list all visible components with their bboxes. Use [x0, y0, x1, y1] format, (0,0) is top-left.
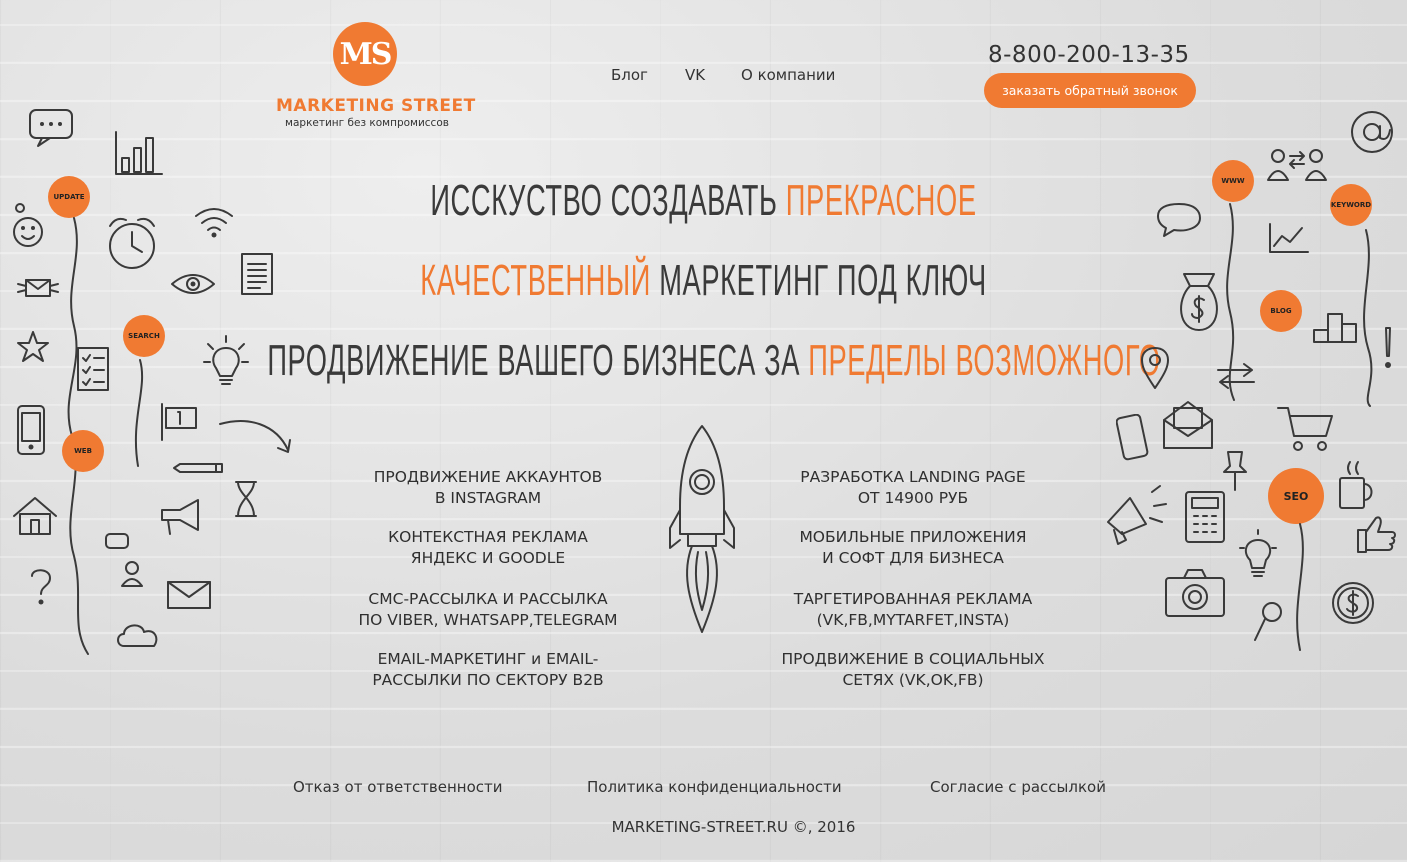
headline-text: ПРОДВИЖЕНИЕ ВАШЕГО БИЗНЕСА ЗА: [267, 336, 809, 385]
checklist-icon: [76, 346, 110, 392]
chat-bubble-icon: [28, 108, 76, 148]
line-chart-icon: [1266, 222, 1310, 256]
pencil-icon: [172, 460, 224, 476]
search-bulb-icon: [123, 315, 165, 357]
dollar-coin-icon: [1330, 580, 1376, 626]
logo-name[interactable]: MARKETING STREET: [276, 96, 476, 116]
bulb-label: UPDATE: [53, 193, 85, 201]
headline-line-3: [267, 336, 1161, 386]
headline-text: ИССКУСТВО СОЗДАВАТЬ: [430, 176, 786, 225]
phone-number[interactable]: 8-800-200-13-35: [988, 42, 1190, 68]
thumbs-up-icon: [1356, 514, 1398, 554]
bulb-label: BLOG: [1270, 307, 1292, 315]
eye-icon: [170, 270, 216, 298]
service-item-targeted-ads[interactable]: [763, 589, 1063, 631]
document-icon: [240, 252, 276, 298]
arrow-icon: [218, 418, 294, 458]
bulb-label: KEYWORD: [1330, 201, 1372, 209]
headline-text: МАРКЕТИНГ ПОД КЛЮЧ: [650, 256, 987, 305]
money-bag-icon: [1176, 270, 1222, 334]
nav-link-blog[interactable]: Блог: [611, 66, 648, 84]
service-subtitle: В INSTAGRAM: [434, 489, 542, 507]
service-title: EMAIL-МАРКЕТИНГ и EMAIL-: [377, 650, 599, 668]
phone-icon: [16, 404, 46, 456]
bulb-label: WEB: [74, 447, 92, 455]
service-subtitle: ЯНДЕКС И GOODLE: [410, 549, 566, 567]
keyword-bulb-icon: [1330, 184, 1372, 226]
www-bulb-icon: [1212, 160, 1254, 202]
loudspeaker-icon: [1100, 478, 1172, 550]
service-title: ТАРГЕТИРОВАННАЯ РЕКЛАМА: [793, 590, 1033, 608]
update-bulb-icon: [48, 176, 90, 218]
bulb-label: WWW: [1221, 177, 1245, 185]
service-item-mobile-apps[interactable]: [763, 527, 1063, 569]
idea-bulb-icon: [1236, 528, 1280, 582]
headline-accent: ПРЕКРАСНОЕ: [785, 176, 977, 225]
service-title: ПРОДВИЖЕНИЕ АККАУНТОВ: [373, 468, 603, 486]
nav-link-vk[interactable]: VK: [685, 66, 706, 84]
swap-arrows-icon: [1214, 360, 1258, 390]
headline-accent: ПРЕДЕЛЫ ВОЗМОЖНОГО: [808, 336, 1161, 385]
question-mark-icon: [28, 566, 54, 606]
footer-link-consent[interactable]: Согласие с рассылкой: [930, 778, 1106, 796]
envelope-icon: [166, 580, 212, 610]
users-exchange-icon: [1266, 146, 1328, 182]
vine-icon: [1286, 522, 1316, 652]
service-subtitle: (VK,FB,MYTARFET,INSTA): [816, 611, 1010, 629]
callback-button[interactable]: заказать обратный звонок: [984, 73, 1196, 108]
service-title: РАЗРАБОТКА LANDING PAGE: [800, 468, 1026, 486]
star-icon: [16, 330, 50, 364]
megaphone-icon: [156, 496, 204, 536]
service-subtitle: ПО VIBER, WHATSAPP,TELEGRAM: [358, 611, 618, 629]
camera-icon: [1164, 568, 1226, 618]
service-item-sms[interactable]: [338, 589, 638, 631]
service-subtitle: РАССЫЛКИ ПО СЕКТОРУ B2B: [372, 671, 604, 689]
service-item-social[interactable]: [763, 649, 1063, 691]
service-title: КОНТЕКСТНАЯ РЕКЛАМА: [388, 528, 588, 546]
logo-mark[interactable]: MS: [333, 22, 397, 86]
smiley-icon: [10, 202, 52, 250]
service-item-landing[interactable]: [763, 467, 1063, 509]
flag-icon: [156, 402, 202, 442]
blog-bulb-icon: [1260, 290, 1302, 332]
smartphone-icon: [1116, 414, 1150, 462]
service-item-context-ads[interactable]: [338, 527, 638, 569]
footer-link-disclaimer[interactable]: Отказ от ответственности: [293, 778, 503, 796]
speech-bubble-icon: [1156, 202, 1202, 238]
mail-wings-icon: [16, 276, 60, 302]
headline-line-2: [267, 256, 1139, 306]
logo-tagline: маркетинг без компромиссов: [285, 117, 449, 129]
podium-icon: [1310, 310, 1360, 344]
headline-line-1: [267, 176, 1139, 226]
service-title: МОБИЛЬНЫЕ ПРИЛОЖЕНИЯ: [799, 528, 1027, 546]
bulb-label: SEO: [1283, 489, 1309, 503]
alarm-clock-icon: [104, 212, 162, 274]
service-item-email[interactable]: [338, 649, 638, 691]
magnifier-icon: [1252, 600, 1284, 644]
cloud-icon: [114, 622, 162, 650]
service-subtitle: СЕТЯХ (VK,OK,FB): [842, 671, 984, 689]
seo-bulb-icon: [1268, 468, 1324, 524]
bar-chart-icon: [112, 130, 164, 178]
house-icon: [12, 496, 58, 536]
service-item-instagram[interactable]: [338, 467, 638, 509]
map-pin-icon: [1140, 346, 1170, 390]
push-pin-icon: [1222, 448, 1248, 492]
coffee-mug-icon: [1336, 460, 1376, 512]
service-title: ПРОДВИЖЕНИЕ В СОЦИАЛЬНЫХ: [781, 650, 1045, 668]
mail-open-icon: [1160, 396, 1216, 452]
rocket-icon: [662, 422, 742, 637]
bulb-label: SEARCH: [128, 332, 160, 340]
at-sign-icon: [1348, 106, 1396, 156]
shopping-cart-icon: [1276, 402, 1336, 454]
footer-link-privacy[interactable]: Политика конфиденциальности: [587, 778, 842, 796]
hourglass-icon: [234, 480, 258, 518]
copyright: MARKETING-STREET.RU ©, 2016: [611, 818, 856, 836]
web-bulb-icon: [62, 430, 104, 472]
wifi-icon: [192, 204, 236, 240]
service-subtitle: И СОФТ ДЛЯ БИЗНЕСА: [822, 549, 1004, 567]
exclamation-icon: [1378, 326, 1398, 372]
service-title: СМС-РАССЫЛКА И РАССЫЛКА: [368, 590, 608, 608]
nav-link-about[interactable]: О компании: [741, 66, 836, 84]
service-subtitle: ОТ 14900 РУБ: [857, 489, 969, 507]
user-chat-icon: [100, 532, 148, 588]
calculator-icon: [1184, 490, 1226, 544]
headline-accent: КАЧЕСТВЕННЫЙ: [420, 256, 651, 305]
vine-icon: [124, 358, 154, 468]
light-bulb-icon: [196, 334, 256, 394]
